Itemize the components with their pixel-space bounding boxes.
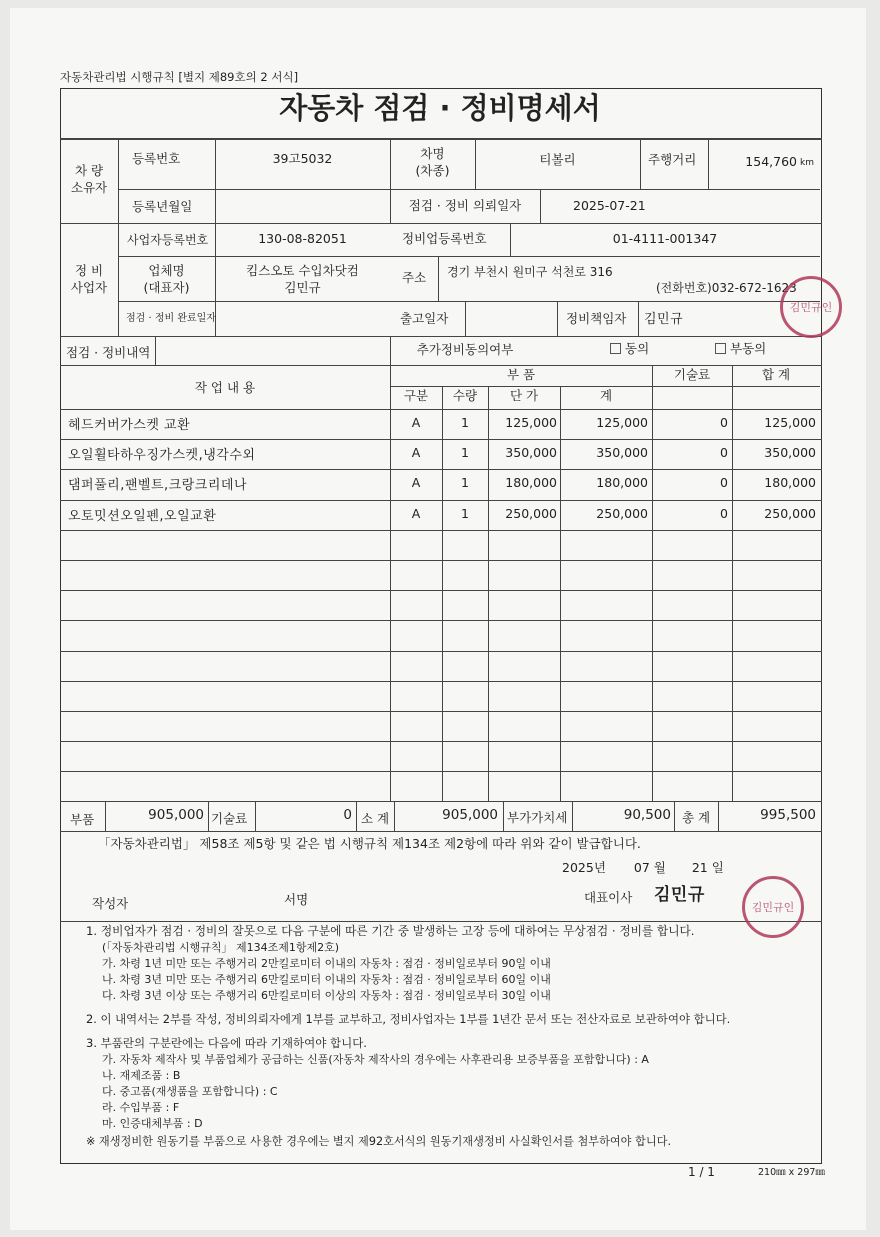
row-tech-fee: 0 <box>720 415 728 430</box>
sub-header-qty: 수량 <box>452 388 478 403</box>
row-unit-price: 125,000 <box>505 415 557 430</box>
row-work: 오토밋션오일펜,오일교환 <box>68 509 217 524</box>
model-value: 티볼리 <box>539 152 576 167</box>
row-amount: 180,000 <box>596 475 648 490</box>
reg-date-label: 등록년월일 <box>132 199 193 214</box>
page-title: 자동차 점검 · 정비명세서 <box>279 91 601 125</box>
paper-size: 210㎜ x 297㎜ <box>758 1167 825 1178</box>
row-total: 250,000 <box>764 506 816 521</box>
work-header: 작 업 내 용 <box>194 380 256 395</box>
total-header: 합 계 <box>761 367 791 382</box>
mileage-value: 154,760 <box>745 154 797 169</box>
row-qty: 1 <box>461 445 469 460</box>
row-amount: 250,000 <box>596 506 648 521</box>
note-remark: ※ 재생정비한 원동기를 부품으로 사용한 경우에는 별지 제92호서식의 원동기재생정비 사실확인서를 첨부하여야 합니다. <box>86 1135 672 1148</box>
sub-header-amount: 계 <box>599 388 613 403</box>
row-type: A <box>411 415 421 430</box>
row-work: 댐퍼풀리,팬벨트,크랑크리데나 <box>68 478 248 493</box>
manager-label: 정비책임자 <box>566 311 627 326</box>
row-type: A <box>411 445 421 460</box>
biz-no-value: 130-08-82051 <box>258 231 347 246</box>
form-frame <box>60 88 822 1164</box>
company-name: 킴스오토 수입차닷컴 <box>246 263 359 278</box>
totals-tech-label: 기술료 <box>211 811 248 826</box>
company-representative: 김민규 <box>284 280 321 295</box>
vehicle-section-label: 차 량 <box>74 163 104 178</box>
totals-subtotal-label: 소 계 <box>360 811 390 826</box>
row-work: 오일휠타하우징가스켓,냉각수외 <box>68 448 256 463</box>
row-unit-price: 350,000 <box>505 445 557 460</box>
row-type: A <box>411 475 421 490</box>
address-label: 주소 <box>402 270 427 285</box>
totals-grand-label: 총 계 <box>681 810 711 825</box>
details-label: 점검 · 정비내역 <box>66 345 151 360</box>
seal-stamp-business: 김민규인 <box>780 276 842 338</box>
row-work: 헤드커버가스켓 교환 <box>68 418 191 433</box>
agree-checkbox <box>610 343 621 354</box>
consent-agree: 동의 <box>610 343 649 356</box>
request-date-label: 점검 · 정비 의뢰일자 <box>408 198 522 213</box>
issue-date: 2025년 07 월 21 일 <box>562 860 724 875</box>
note-3-e: 마. 인증대체부품 : D <box>102 1117 203 1130</box>
ceo-name: 김민규 <box>654 885 705 905</box>
row-qty: 1 <box>461 415 469 430</box>
business-section-label: 정 비 <box>74 263 104 278</box>
totals-vat-label: 부가가치세 <box>507 810 568 825</box>
form-reference: 자동차관리법 시행규칙 [별지 제89호의 2 서식] <box>60 70 299 84</box>
note-3-a: 가. 자동차 제작사 및 부품업체가 공급하는 신품(자동차 제작사의 경우에는 사후관리용 보증부품을 포함합니다) : A <box>102 1053 649 1066</box>
reg-no-value: 39고5032 <box>272 151 333 166</box>
mileage-label: 주행거리 <box>648 152 697 167</box>
consent-disagree: 부동의 <box>715 343 766 356</box>
totals-grand-value: 995,500 <box>760 807 816 823</box>
sign-label: 서명 <box>284 892 309 907</box>
note-1-ref: (「자동차관리법 시행규칙」 제134조제1항제2호) <box>102 941 340 954</box>
parts-header: 부 품 <box>506 367 536 382</box>
note-2: 2. 이 내역서는 2부를 작성, 정비의뢰자에게 1부를 교부하고, 정비사업자는 1부를 1년간 문서 또는 전산자료로 보관하여야 합니다. <box>86 1012 731 1026</box>
sub-header-type: 구분 <box>403 388 429 403</box>
row-qty: 1 <box>461 475 469 490</box>
note-3-d: 라. 수입부품 : F <box>102 1101 180 1114</box>
request-date-value: 2025-07-21 <box>573 198 646 213</box>
row-total: 180,000 <box>764 475 816 490</box>
consent-label: 추가정비동의여부 <box>416 342 514 357</box>
row-amount: 350,000 <box>596 445 648 460</box>
issue-statement: 「자동차관리법」 제58조 제5항 및 같은 법 시행규칙 제134조 제2항에 따라 위와 같이 발급합니다. <box>98 836 641 851</box>
note-1-b: 나. 차령 3년 미만 또는 주행거리 6만킬로미터 이내의 자동차 : 점검 · 정비일로부터 60일 이내 <box>102 973 551 986</box>
phone-value: (전화번호)032-672-1623 <box>656 281 797 295</box>
mileage-unit: km <box>800 158 814 168</box>
disagree-checkbox <box>715 343 726 354</box>
totals-parts-value: 905,000 <box>148 807 204 823</box>
release-date-label: 출고일자 <box>400 311 449 326</box>
complete-date-label: 점검 · 정비 완료일자 <box>126 313 216 324</box>
row-total: 125,000 <box>764 415 816 430</box>
totals-parts-label: 부품 <box>70 812 95 827</box>
row-total: 350,000 <box>764 445 816 460</box>
note-3-b: 나. 재제조품 : B <box>102 1069 181 1082</box>
seal-stamp-ceo: 김민규인 <box>742 876 804 938</box>
note-1-c: 다. 차령 3년 이상 또는 주행거리 6만킬로미터 이상의 자동차 : 점검 · 정비일로부터 30일 이내 <box>102 989 551 1002</box>
row-unit-price: 180,000 <box>505 475 557 490</box>
shop-reg-label: 정비업등록번호 <box>402 231 487 246</box>
note-3-c: 다. 중고품(재생품을 포함합니다) : C <box>102 1085 278 1098</box>
reg-no-label: 등록번호 <box>132 151 181 166</box>
note-3: 3. 부품란의 구분란에는 다음에 따라 기재하여야 합니다. <box>86 1036 367 1050</box>
row-amount: 125,000 <box>596 415 648 430</box>
sub-header-unit-price: 단 가 <box>509 388 539 403</box>
row-unit-price: 250,000 <box>505 506 557 521</box>
company-label: 업체명 <box>148 263 185 278</box>
row-type: A <box>411 506 421 521</box>
address-value: 경기 부천시 원미구 석천로 316 <box>447 265 613 279</box>
totals-vat-value: 90,500 <box>623 807 671 823</box>
note-1-a: 가. 차령 1년 미만 또는 주행거리 2만킬로미터 이내의 자동차 : 점검 · 정비일로부터 90일 이내 <box>102 957 551 970</box>
ceo-label: 대표이사 <box>584 890 633 905</box>
note-1: 1. 정비업자가 점검 · 정비의 잘못으로 다음 구분에 따른 기간 중 발생하는 고장 등에 대하여는 무상점검 · 정비를 합니다. <box>86 924 695 938</box>
row-tech-fee: 0 <box>720 475 728 490</box>
biz-no-label: 사업자등록번호 <box>127 233 209 247</box>
shop-reg-value: 01-4111-001347 <box>612 231 718 246</box>
totals-tech-value: 0 <box>343 807 352 823</box>
page-number: 1 / 1 <box>688 1165 715 1179</box>
tech-fee-header: 기술료 <box>673 367 711 382</box>
manager-value: 김민규 <box>644 312 684 327</box>
row-qty: 1 <box>461 506 469 521</box>
writer-label: 작성자 <box>92 896 129 911</box>
row-tech-fee: 0 <box>720 506 728 521</box>
totals-subtotal-value: 905,000 <box>442 807 498 823</box>
model-label: 차명 <box>420 146 445 161</box>
document-page: 자동차관리법 시행규칙 [별지 제89호의 2 서식] 자동차 점검 · 정비명세서 차 량 소유자 등록번호 39고5032 차명 (차종) 티볼리 주행거리 154,760 km 등록년월일 점검 · 정비 의뢰일자 2025-07-21 정 비 사업자 사업자등록번호 130-08-82051 정비업등록번호 01-4111-001347 업체명 (대표자) 킴스오토 수입차닷컴 김민규 주소 경기 부천시 원미구 석천로 316 (전화번호)032-672-1623 점검 · 정비 완료일자 출고일자 정비책임자 김민규 점검 · 정비내역 추가정비동의여부 동의 부동의 헤드커버가스켓 교환 A 1 125,000 125,000 0 125,000 오일휠타하우징가스켓,냉각수외 A 1 350,000 350,000 0 350,000 댐퍼풀리,팬벨트,크랑크리데나 A 1 180,000 180,000 0 180,000 오토밋션오일펜,오일교환 A 1 250,000 250,000 0 250,000 작 업 내 용 부 품 기술료 합 계 구분 수량 단 가 계 부품 905,000 기술료 0 소 계 905,000 부가가치세 90,500 총 계 995,500 「자동차관리법」 제58조 제5항 및 같은 법 시행규칙 제134조 제2항에 따라 위와 같이 발급합니다. 2025년 07 월 21 일 작성자 서명 대표이사 김민규 1. 정비업자가 점검 · 정비의 잘못으로 다음 구분에 따른 기간 중 발생하는 고장 등에 대하여는 무상점검 · 정비를 합니다. (「자동차관리법 시행규칙」 제134조제1항제2호) 가. 차령 1년 미만 또는 주행거리 2만킬로미터 이내의 자동차 : 점검 · 정비일로부터 90일 이내 나. 차령 3년 미만 또는 주행거리 6만킬로미터 이내의 자동차 : 점검 · 정비일로부터 60일 이내 다. 차령 3년 이상 또는 주행거리 6만킬로미터 이상의 자동차 : 점검 · 정비일로부터 30일 이내 2. 이 내역서는 2부를 작성, 정비의뢰자에게 1부를 교부하고, 정비사업자는 1부를 1년간 문서 또는 전산자료로 보관하여야 합니다. 3. 부품란의 구분란에는 다음에 따라 기재하여야 합니다. 가. 자동차 제작사 및 부품업체가 공급하는 신품(자동차 제작사의 경우에는 사후관리용 보증부품을 포함합니다) : A 나. 재제조품 : B 다. 중고품(재생품을 포함합니다) : C 라. 수입부품 : F 마. 인증대체부품 : D ※ 재생정비한 원동기를 부품으로 사용한 경우에는 별지 제92호서식의 원동기재생정비 사실확인서를 첨부하여야 합니다. 1 / 1 210㎜ x 297㎜ 김민규인 김민규인 <box>10 8 866 1230</box>
row-tech-fee: 0 <box>720 445 728 460</box>
